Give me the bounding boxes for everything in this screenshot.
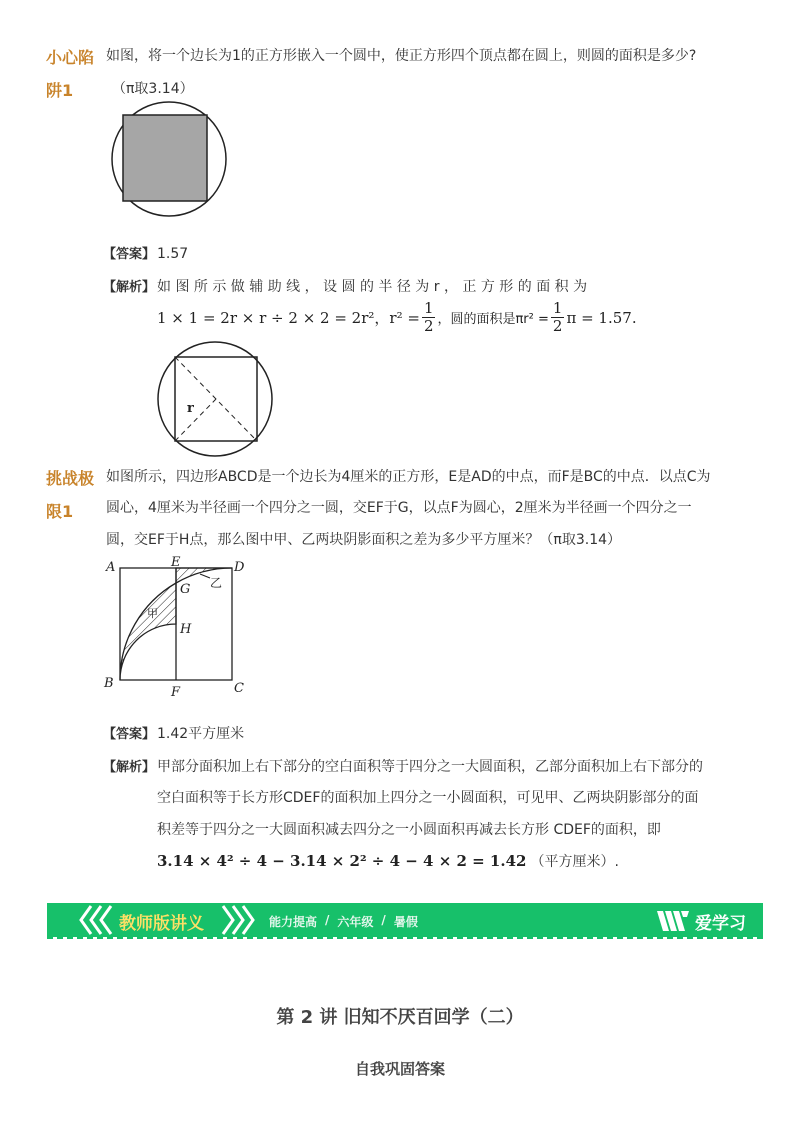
label-f: F [171,685,181,700]
q2-figure [100,555,250,703]
inscribed-square [123,115,207,201]
label-e: E [171,555,181,570]
label-h: H [180,622,192,637]
banner-dashed-rule [47,937,763,939]
breadcrumb-separator: / [325,913,330,927]
label-a: A [106,560,116,575]
label-yi: 乙 [210,576,223,590]
frac-numerator: 1 [423,299,434,317]
q2-tag [46,466,94,522]
q1-figure [103,100,235,218]
q1-solution-figure [153,340,278,458]
q1-fraction-1 [422,300,436,335]
q1-question: 如图，将一个边长为1的正方形嵌入一个圆中，使正方形四个顶点都在圆上，则圆的面积是多少? [106,48,697,64]
label-b: B [104,676,114,691]
q2-formula [157,851,619,873]
q1-analysis-text: 如 图 所 示 做 辅 助 线 ， 设 圆 的 半 径 为 r ， 正 方 形 的 面 积 为 [157,279,588,295]
radius-label: r [187,401,194,416]
q2-tag-line2: 限1 [46,502,74,521]
breadcrumb-item-2: 六年级 [337,915,374,929]
q2-question-line3: 圆，交EF于H点，那么图中甲、乙两块阴影面积之差为多少平方厘米？（π取3.14） [106,532,622,548]
breadcrumb-separator: / [381,913,386,927]
q2-formula-unit: （平方厘米）. [530,854,619,870]
q1-analysis-label: 【解析】 [103,280,156,295]
q2-analysis-line2: 空白面积等于长方形CDEF的面积加上四分之一小圆面积，可见甲、乙两块阴影部分的面 [157,790,699,806]
q1-pi-note: （π取3.14） [112,81,194,97]
q1-fraction-2 [551,300,565,335]
radius-dashed [175,399,216,441]
q2-question-line2: 圆心，4厘米为半径画一个四分之一圆，交EF于G，以点F为圆心，2厘米为半径画一个四分之一 [106,500,692,516]
q1-tag-line2: 阱1 [46,81,74,100]
q2-analysis-line3: 积差等于四分之一大圆面积减去四分之一小圆面积再减去长方形 CDEF的面积，即 [157,822,661,838]
q2-analysis-label: 【解析】 [103,760,156,775]
q1-answer-label: 【答案】 [103,247,156,262]
q2-answer-label: 【答案】 [103,727,156,742]
label-g: G [180,582,191,597]
brand-name: 爱学习 [695,914,746,934]
frac-denominator: 2 [423,317,434,335]
frac-denominator: 2 [552,317,563,335]
breadcrumb-item-1: 能力提高 [269,915,318,929]
q1-formula-mid: ，圆的面积是πr² = [437,312,549,327]
q2-answer-value: 1.42平方厘米 [157,726,245,742]
q2-analysis-line1: 甲部分面积加上右下部分的空白面积等于四分之一大圆面积，乙部分面积加上右下部分的 [157,759,703,775]
shaded-region-jia [120,583,176,680]
section-subtitle: 自我巩固答案 [354,1060,445,1078]
label-jia: 甲 [147,607,158,620]
label-d: D [234,560,245,575]
q1-formula-end: π = 1.57. [566,308,637,327]
banner-breadcrumb [269,913,418,930]
section-title: 第 2 讲 旧知不厌百回学（二） [276,1007,524,1028]
q2-tag-line1: 挑战极 [46,469,95,488]
q1-formula [157,300,637,335]
leader-yi [200,574,210,578]
q2-question-line1: 如图所示，四边形ABCD是一个边长为4厘米的正方形，E是AD的中点，而F是BC的中点．以点C为 [106,469,711,485]
breadcrumb-item-3: 暑假 [393,915,418,929]
q2-formula-expr: 3.14 × 4² ÷ 4 − 3.14 × 2² ÷ 4 − 4 × 2 = 1.42 [157,852,527,870]
footer-banner [47,903,763,937]
label-c: C [234,681,244,696]
q1-tag [46,45,94,101]
q1-tag-line1: 小心陷 [46,48,95,67]
q1-formula-part1: 1 × 1 = 2r × r ÷ 2 × 2 = 2r²，r² = [157,309,420,327]
q1-answer-value: 1.57 [157,246,189,262]
banner-edition: 教师版讲义 [119,914,204,934]
frac-numerator: 1 [552,299,563,317]
